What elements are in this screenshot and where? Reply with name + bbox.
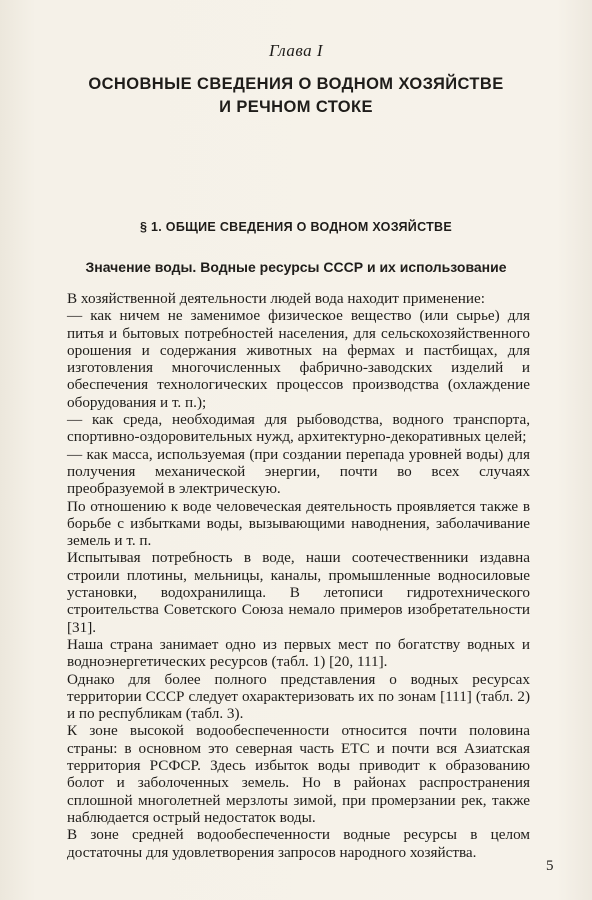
section-title: § 1. ОБЩИЕ СВЕДЕНИЯ О ВОДНОМ ХОЗЯЙСТВЕ: [139, 220, 453, 234]
paragraph: К зоне высокой водообеспеченности относится почти половина страны: в основном это северная часть ЕТС и почти вся Азиатская территория РСФСР. Здесь избыток воды приводит к образованию болот и заболоченных земель. Но в районах распространения сплошной многолетней мерзлоты зимой, при промерзании рек, также наблюдается острый недостаток воды.: [67, 722, 530, 826]
paragraph: Однако для более полного представления о водных ресурсах территории СССР следует охарактеризовать их по зонам [111] (табл. 2) и по республикам (табл. 3).: [67, 670, 530, 723]
paragraph: В зоне средней водообеспеченности водные ресурсы в целом достаточны для удовлетворения запросов народного хозяйства.: [67, 826, 530, 861]
body-text: [67, 290, 530, 861]
paragraph: Наша страна занимает одно из первых мест по богатству водных и водноэнергетических ресурсов (табл. 1) [20, 111].: [67, 635, 530, 671]
chapter-title-line-2: И РЕЧНОМ СТОКЕ: [219, 98, 373, 116]
paragraph: Испытывая потребность в воде, наши соотечественники издавна строили плотины, мельницы, каналы, промышленные водносиловые установки, водохранилища. В летописи гидротехнического строительства Советского Союза немало примеров изобретательности [31].: [67, 549, 530, 636]
paragraph: — как среда, необходимая для рыбоводства, водного транспорта, спортивно-оздоровительных нужд, архитектурно-декоративных целей;: [67, 411, 530, 446]
chapter-number: Глава I: [268, 41, 324, 60]
chapter-title-line-1: ОСНОВНЫЕ СВЕДЕНИЯ О ВОДНОМ ХОЗЯЙСТВЕ: [88, 75, 504, 93]
chapter-title: [0, 73, 592, 119]
page-number: 5: [546, 858, 554, 874]
paragraph: — как ничем не заменимое физическое вещество (или сырье) для питья и бытовых потребностей населения, для сельскохозяйственного орошения и содержания животных на фермах и пастбищах, для изготовления многочисленных фабрично-заводских изделий и обеспечения технологических процессов производства (охлаждение оборудования и т. п.);: [67, 307, 530, 411]
paragraph: — как масса, используемая (при создании перепада уровней воды) для получения механической энергии, почти во всех случаях преобразуемой в электрическую.: [67, 445, 530, 498]
subsection-title: Значение воды. Водные ресурсы СССР и их использование: [85, 259, 507, 275]
paragraph: По отношению к воде человеческая деятельность проявляется также в борьбе с избытками воды, вызывающими наводнения, заболачивание земель и т. п.: [67, 497, 530, 550]
paragraph: В хозяйственной деятельности людей вода находит применение:: [67, 290, 486, 307]
